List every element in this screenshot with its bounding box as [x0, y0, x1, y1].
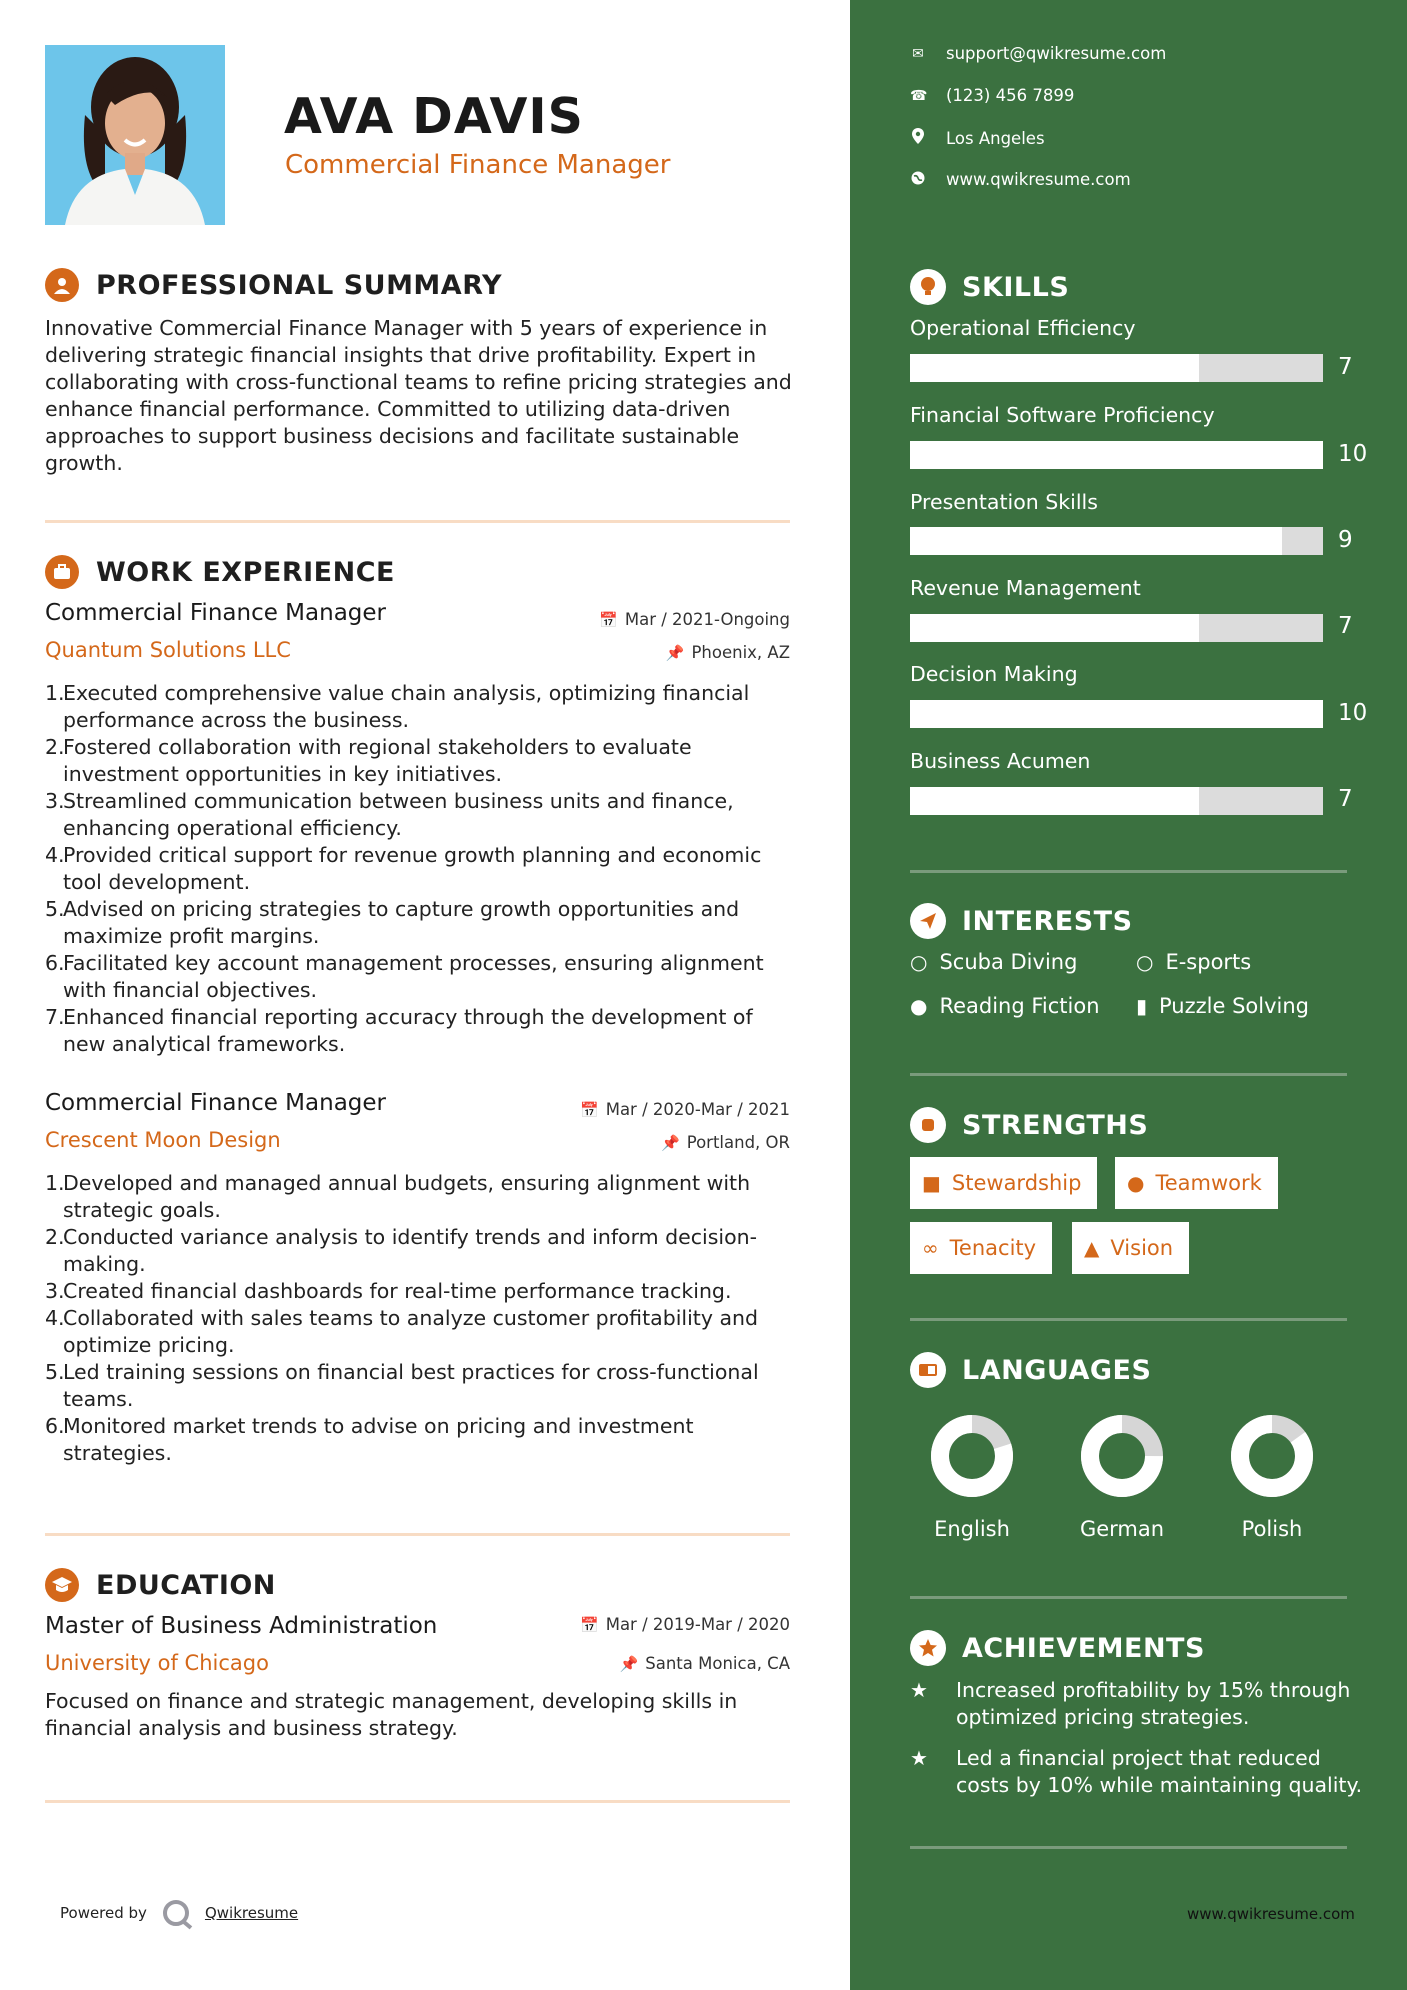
achievement-text: Led a financial project that reduced costs by 10% while maintaining quality. [956, 1746, 1363, 1797]
list-item: 6. Monitored market trends to advise on pricing and investment strategies. [45, 1414, 694, 1465]
achievement-item [910, 1745, 1370, 1799]
phone-icon: ☎ [910, 87, 928, 104]
list-item: 3. Created financial dashboards for real-time performance tracking. [45, 1279, 732, 1303]
strength-label: Stewardship [951, 1171, 1082, 1195]
school: University of Chicago [45, 1651, 269, 1675]
education-heading [45, 1568, 276, 1602]
skill-fill [910, 527, 1282, 555]
briefcase-icon: ■ [922, 1171, 941, 1195]
interest-item [1136, 950, 1251, 974]
list-item: 2. Conducted variance analysis to identify trends and inform decision-making. [45, 1225, 758, 1276]
contact-email [910, 44, 1166, 63]
language-ring [930, 1414, 1014, 1502]
life-ring-icon: ○ [1136, 950, 1154, 974]
language-label: German [1079, 1517, 1165, 1541]
strength-label: Tenacity [949, 1236, 1037, 1260]
paper-plane-icon [910, 903, 946, 939]
skill-name: Operational Efficiency [910, 316, 1136, 340]
contact-phone [910, 86, 1074, 105]
experience-heading [45, 555, 395, 589]
calendar-icon: 📅 [599, 610, 618, 629]
achievement-item [910, 1677, 1370, 1731]
job-date-text: Mar / 2020-Mar / 2021 [605, 1100, 790, 1119]
skill-fill [910, 700, 1323, 728]
divider [910, 1596, 1347, 1599]
job-role: Commercial Finance Manager [45, 600, 386, 626]
summary-text: Innovative Commercial Finance Manager with 5 years of experience in delivering strategic financial insights that drive profitability. Expert in collaborating with cross-functional teams to refine pricing strategies and enhance financial performance. Committed to utilizing data-driven approaches to support business decisions and facilitate sustainable growth. [45, 316, 792, 475]
job-responsibilities [45, 680, 795, 1058]
skill-bar [910, 700, 1323, 728]
footer-site-link[interactable]: www.qwikresume.com [1187, 1905, 1355, 1923]
graduation-cap-icon [45, 1568, 79, 1602]
education-date [580, 1615, 790, 1634]
users-icon: ● [1127, 1171, 1145, 1195]
job-role: Commercial Finance Manager [45, 1090, 386, 1116]
skill-value: 7 [1338, 613, 1353, 639]
skill-name: Revenue Management [910, 576, 1141, 600]
education-location [620, 1654, 790, 1673]
globe-icon [910, 171, 926, 189]
link-icon: ∞ [922, 1236, 939, 1260]
envelope-icon: ✉ [912, 45, 924, 62]
summary-heading [45, 268, 502, 302]
strength-badge [910, 1222, 1052, 1274]
skill-value: 7 [1338, 786, 1353, 812]
education-location-text: Santa Monica, CA [645, 1654, 790, 1673]
interest-item [1136, 994, 1309, 1018]
qwikresume-link[interactable]: Qwikresume [204, 1904, 299, 1922]
skill-bar [910, 441, 1323, 469]
star-icon: ★ [910, 1746, 928, 1770]
profile-photo [45, 45, 225, 225]
star-icon [910, 1630, 946, 1666]
interest-label: Puzzle Solving [1159, 994, 1310, 1018]
phone-text: (123) 456 7899 [946, 86, 1075, 105]
skill-fill [910, 441, 1323, 469]
list-item: 3. Streamlined communication between business units and finance, enhancing operational efficiency. [45, 789, 734, 840]
pin-icon: 📌 [661, 1133, 680, 1152]
pin-icon: 📌 [665, 643, 685, 662]
job-date-text: Mar / 2021-Ongoing [624, 610, 790, 629]
divider [910, 1073, 1347, 1076]
interest-label: Reading Fiction [939, 994, 1100, 1018]
divider [45, 1800, 790, 1803]
candidate-name: AVA DAVIS [284, 88, 584, 145]
languages-heading [910, 1352, 1151, 1388]
binoculars-icon: ▲ [1084, 1236, 1100, 1260]
skill-value: 9 [1338, 527, 1353, 553]
website-text[interactable]: www.qwikresume.com [946, 170, 1131, 189]
skill-name: Financial Software Proficiency [910, 403, 1215, 427]
skill-bar [910, 354, 1323, 382]
book-icon: ▮ [1136, 994, 1148, 1018]
strength-badge [910, 1157, 1097, 1209]
life-ring-icon: ○ [910, 950, 928, 974]
strength-badge [1115, 1157, 1278, 1209]
achievements-heading [910, 1630, 1205, 1666]
achievements-title: ACHIEVEMENTS [962, 1632, 1205, 1664]
divider [910, 870, 1347, 873]
skill-name: Decision Making [910, 662, 1078, 686]
job-location-text: Phoenix, AZ [691, 643, 790, 662]
language-label: English [934, 1517, 1010, 1541]
strengths-title: STRENGTHS [962, 1109, 1149, 1141]
interest-label: Scuba Diving [939, 950, 1078, 974]
interests-heading [910, 903, 1133, 939]
list-item: 7. Enhanced financial reporting accuracy through the development of new analytical frameworks. [45, 1005, 753, 1056]
job-company: Quantum Solutions LLC [45, 638, 291, 662]
skill-fill [910, 614, 1199, 642]
list-item: 1. Developed and managed annual budgets, ensuring alignment with strategic goals. [45, 1171, 751, 1222]
strength-label: Teamwork [1155, 1171, 1262, 1195]
list-item: 6. Facilitated key account management processes, ensuring alignment with financial objectives. [45, 951, 764, 1002]
divider [910, 1846, 1347, 1849]
job-location [666, 643, 790, 662]
contact-website [910, 170, 1131, 189]
summary-title: PROFESSIONAL SUMMARY [96, 269, 503, 301]
job-location [661, 1133, 790, 1152]
job-responsibilities [45, 1170, 795, 1467]
user-icon [45, 268, 79, 302]
map-marker-icon [910, 128, 926, 148]
skills-title: SKILLS [962, 271, 1070, 303]
skill-value: 10 [1338, 441, 1368, 467]
list-item: 2. Fostered collaboration with regional stakeholders to evaluate investment opportunities in key initiatives. [45, 735, 692, 786]
gamepad-icon: ● [910, 994, 928, 1018]
calendar-icon: 📅 [580, 1100, 599, 1119]
list-item: 5. Led training sessions on financial best practices for cross-functional teams. [45, 1360, 759, 1411]
job-location-text: Portland, OR [686, 1133, 790, 1152]
location-text: Los Angeles [946, 128, 1045, 148]
divider [45, 520, 790, 523]
list-item: 4. Collaborated with sales teams to analyze customer profitability and optimize pricing. [45, 1306, 759, 1357]
education-text: Focused on finance and strategic management, developing skills in financial analysis and business strategy. [45, 1689, 738, 1740]
lightbulb-icon [910, 269, 946, 305]
interest-item [910, 950, 1077, 974]
degree: Master of Business Administration [45, 1613, 438, 1639]
education-title: EDUCATION [96, 1569, 276, 1601]
job-company: Crescent Moon Design [45, 1128, 281, 1152]
skill-value: 7 [1338, 354, 1353, 380]
skill-value: 10 [1338, 700, 1368, 726]
star-icon: ★ [910, 1678, 928, 1702]
list-item: 1. Executed comprehensive value chain analysis, optimizing financial performance across the business. [45, 681, 750, 732]
strength-badge [1072, 1222, 1189, 1274]
list-item: 4. Provided critical support for revenue growth planning and economic tool development. [45, 843, 762, 894]
skill-name: Business Acumen [910, 749, 1091, 773]
language-icon [910, 1352, 946, 1388]
email-text[interactable]: support@qwikresume.com [946, 44, 1167, 63]
skills-heading [910, 269, 1069, 305]
pin-icon: 📌 [619, 1654, 639, 1673]
interest-label: E-sports [1165, 950, 1252, 974]
divider [910, 1318, 1347, 1321]
divider [45, 1533, 790, 1536]
experience-title: WORK EXPERIENCE [96, 556, 395, 588]
list-item: 5. Advised on pricing strategies to capture growth opportunities and maximize profit margins. [45, 897, 740, 948]
footer-powered-by [60, 1900, 298, 1926]
language-ring [1230, 1414, 1314, 1502]
language-label: Polish [1241, 1517, 1303, 1541]
powered-by-text: Powered by [60, 1904, 147, 1922]
languages-title: LANGUAGES [962, 1354, 1152, 1386]
interest-item [910, 994, 1100, 1018]
candidate-title: Commercial Finance Manager [285, 150, 671, 180]
sidebar [850, 0, 1407, 1990]
skill-fill [910, 787, 1199, 815]
briefcase-icon [45, 555, 79, 589]
skill-fill [910, 354, 1199, 382]
strength-label: Vision [1110, 1236, 1174, 1260]
job-date [599, 610, 790, 629]
fist-icon [910, 1107, 946, 1143]
contact-location [910, 128, 1045, 148]
calendar-icon: 📅 [580, 1615, 599, 1634]
strengths-heading [910, 1107, 1148, 1143]
interests-title: INTERESTS [962, 905, 1133, 937]
skill-name: Presentation Skills [910, 490, 1098, 514]
skill-bar [910, 527, 1323, 555]
language-ring [1080, 1414, 1164, 1502]
skill-bar [910, 614, 1323, 642]
skill-bar [910, 787, 1323, 815]
job-date [580, 1100, 790, 1119]
education-date-text: Mar / 2019-Mar / 2020 [605, 1615, 790, 1634]
achievement-text: Increased profitability by 15% through optimized pricing strategies. [956, 1678, 1351, 1729]
qwikresume-logo-icon [163, 1900, 189, 1926]
